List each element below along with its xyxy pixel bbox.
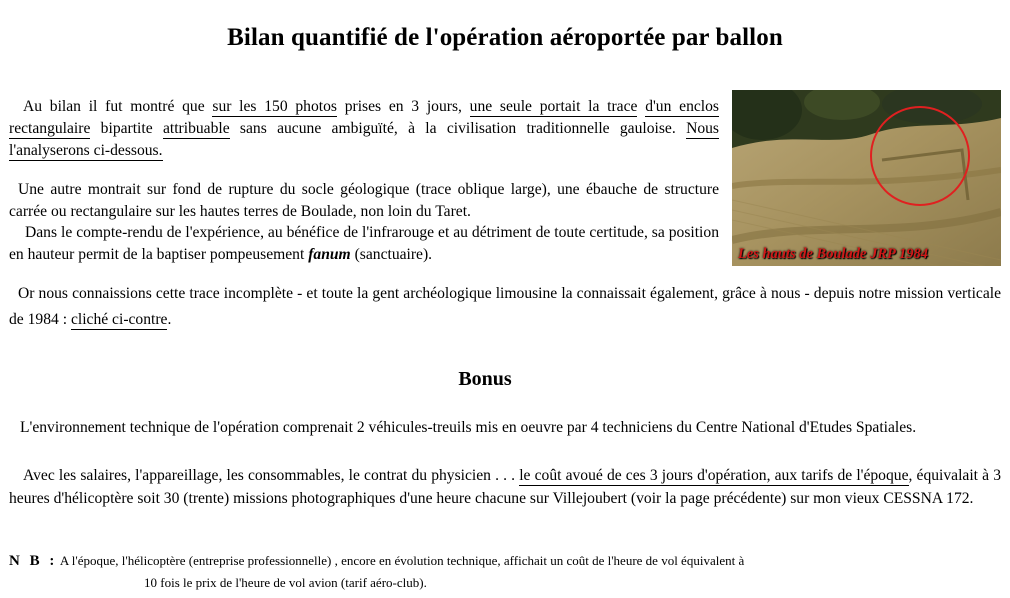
section-heading-bonus: Bonus (458, 368, 512, 390)
paragraph-cout (9, 464, 1001, 510)
footnote-nb (9, 550, 744, 593)
underlined-text: une seule portait la trace (469, 98, 638, 115)
paragraph-compte-rendu (9, 222, 719, 266)
text: prises en 3 jours, (336, 98, 470, 115)
nb-line-2: 10 fois le prix de l'heure de vol avion (tarif aéro-club). (144, 575, 427, 590)
text: Avec les salaires, l'appareillage, les consommables, le contrat du physicien . . . (23, 467, 520, 484)
paragraph-connaissions (9, 281, 1001, 333)
text: Dans le compte-rendu de l'expérience, au bénéfice de l'infrarouge et au détriment de toute certitude, sa position en hauteur permit de la baptiser pompeusement (9, 224, 719, 263)
text: Au bilan il fut montré que (23, 98, 213, 115)
underlined-text: le coût avoué de ces 3 jours d'opération, aux tarifs de l'époque (519, 467, 909, 484)
aerial-photo (732, 90, 1001, 266)
underlined-text: attribuable (162, 120, 230, 137)
text: , équivalait à 3 heures d'hélicoptère soit 30 (trente) missions photographiques d'une heure chacune sur Villejoubert (voir la page précédente) sur mon vieux CESSNA 172. (9, 467, 1002, 507)
page-title: Bilan quantifié de l'opération aéroportée par ballon (227, 24, 783, 51)
photo-caption: Les hauts de Boulade JRP 1984 (738, 246, 928, 262)
nb-line-1: A l'époque, l'hélicoptère (entreprise professionnelle) , encore en évolution technique, affichait un coût de l'heure de vol équivalent à (59, 553, 745, 568)
text: . (167, 311, 172, 328)
paragraph-environnement: L'environnement technique de l'opération comprenait 2 véhicules-treuils mis en oeuvre par 4 techniciens du Centre National d'Etudes Spatiales. (20, 419, 917, 436)
paragraph-autre: Une autre montrait sur fond de rupture du socle géologique (trace oblique large), une ébauche de structure carrée ou rectangulaire sur les hautes terres de Boulade, non loin du Taret. (9, 181, 719, 220)
text: Or nous connaissions cette trace incomplète - et toute la gent archéologique limousine la connaissait également, grâce à nous - depuis notre mission verticale de 1984 : (9, 285, 1001, 328)
underlined-text: Nous l'analyserons ci-dessous. (9, 120, 719, 159)
underlined-text: cliché ci-contre (70, 311, 168, 328)
nb-label: N B : (9, 553, 58, 569)
paragraph-intro (9, 96, 719, 162)
aerial-photo-image (732, 90, 1001, 266)
text: (sanctuaire). (350, 246, 433, 263)
underlined-text: sur les 150 photos (212, 98, 337, 115)
text: bipartite (90, 120, 163, 137)
underlined-text: d'un enclos rectangulaire (9, 98, 719, 137)
text: sans aucune ambiguïté, à la civilisation traditionnelle gauloise. (229, 120, 687, 137)
emphasis-fanum: fanum (308, 246, 351, 263)
